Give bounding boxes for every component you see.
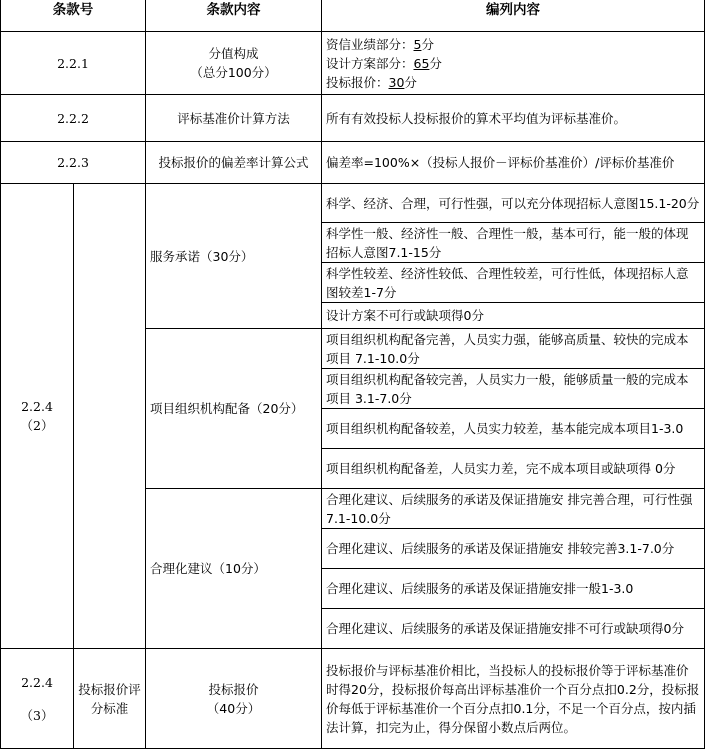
table-row [1, 649, 705, 749]
clause-content-line: （总分100分） [190, 65, 277, 80]
table-header-row [1, 0, 705, 32]
group-title-suggestion: 合理化建议（10分） [146, 489, 322, 649]
criteria-item: 项目组织机构配备较完善，人员实力一般，能够质量一般的完成本项目 3.1-7.0分 [322, 369, 705, 409]
clause-detail: 偏差率=100%×（投标人报价－评标价基准价）/评标价基准价 [322, 142, 705, 184]
criteria-item: 科学性较差、经济性较低、合理性较差，可行性低，体现招标人意图较差1-7分 [322, 263, 705, 303]
clause-number-line: （2） [20, 418, 54, 433]
clause-sub-title: 投标报价评分标准 [74, 649, 146, 749]
criteria-item: 合理化建议、后续服务的承诺及保证措施安排不可行或缺项得0分 [322, 609, 705, 649]
clause-number-line: 2.2.4 [21, 399, 53, 414]
clause-number [1, 649, 74, 749]
criteria-item: 项目组织机构配备较差，人员实力较差，基本能完成本项目1-3.0 [322, 409, 705, 449]
score-line [326, 54, 700, 73]
clause-content-line: 分值构成 [208, 46, 259, 61]
group-title-service: 服务承诺（30分） [146, 184, 322, 329]
score-unit: 分 [404, 74, 417, 90]
clause-number-line: （3） [20, 707, 54, 723]
clause-content: 评标基准价计算方法 [146, 95, 322, 142]
clause-sub-empty [74, 184, 146, 649]
table-row [1, 142, 705, 184]
criteria-item: 合理化建议、后续服务的承诺及保证措施安 排较完善3.1-7.0分 [322, 529, 705, 569]
header-clause-no: 条款号 [1, 0, 146, 32]
clause-number: 2.2.1 [1, 32, 146, 95]
clause-content [146, 32, 322, 95]
criteria-item: 项目组织机构配备完善，人员实力强，能够高质量、较快的完成本项目 7.1-10.0分 [322, 329, 705, 369]
table-row [1, 32, 705, 95]
score-value: 5 [413, 36, 422, 52]
score-label: 投标报价： [326, 74, 389, 90]
criteria-item: 设计方案不可行或缺项得0分 [322, 303, 705, 329]
clause-detail: 投标报价与评标基准价相比，当投标人的投标报价等于评标基准价时得20分，投标报价每高出评标基准价一个百分点扣0.2分，投标报价每低于评标基准价一个百分点扣0.1分，不足一个百分点，按内插法计算，扣完为止，得分保留小数点后两位。 [322, 649, 705, 749]
clause-number: 2.2.3 [1, 142, 146, 184]
score-line [326, 35, 700, 54]
score-value: 30 [388, 74, 405, 90]
clause-content-line: 投标报价 [208, 681, 259, 697]
clause-content [146, 649, 322, 749]
criteria-item: 科学、经济、合理，可行性强，可以充分体现招标人意图15.1-20分 [322, 184, 705, 223]
score-label: 设计方案部分： [326, 55, 414, 71]
header-clause-content: 条款内容 [146, 0, 322, 32]
criteria-item: 科学性一般、经济性一般、合理性一般，基本可行，能一般的体现招标人意图7.1-15分 [322, 223, 705, 263]
criteria-item: 合理化建议、后续服务的承诺及保证措施安排一般1-3.0 [322, 569, 705, 609]
clause-content-line: （40分） [206, 700, 261, 716]
score-value: 65 [413, 55, 430, 71]
clause-number [1, 184, 74, 649]
clause-detail [322, 32, 705, 95]
group-title-organization: 项目组织机构配备（20分） [146, 329, 322, 489]
criteria-item: 合理化建议、后续服务的承诺及保证措施安 排完善合理，可行性强 7.1-10.0分 [322, 489, 705, 529]
score-line [326, 73, 700, 92]
table-row [1, 184, 705, 223]
clause-number-line: 2.2.4 [21, 674, 53, 690]
header-detail: 编列内容 [322, 0, 705, 32]
clause-content: 投标报价的偏差率计算公式 [146, 142, 322, 184]
clause-number: 2.2.2 [1, 95, 146, 142]
table-row [1, 95, 705, 142]
score-unit: 分 [429, 55, 442, 71]
score-label: 资信业绩部分： [326, 36, 414, 52]
criteria-item: 项目组织机构配备差，人员实力差，完不成本项目或缺项得 0分 [322, 449, 705, 489]
clause-detail: 所有有效投标人投标报价的算术平均值为评标基准价。 [322, 95, 705, 142]
score-unit: 分 [421, 36, 434, 52]
